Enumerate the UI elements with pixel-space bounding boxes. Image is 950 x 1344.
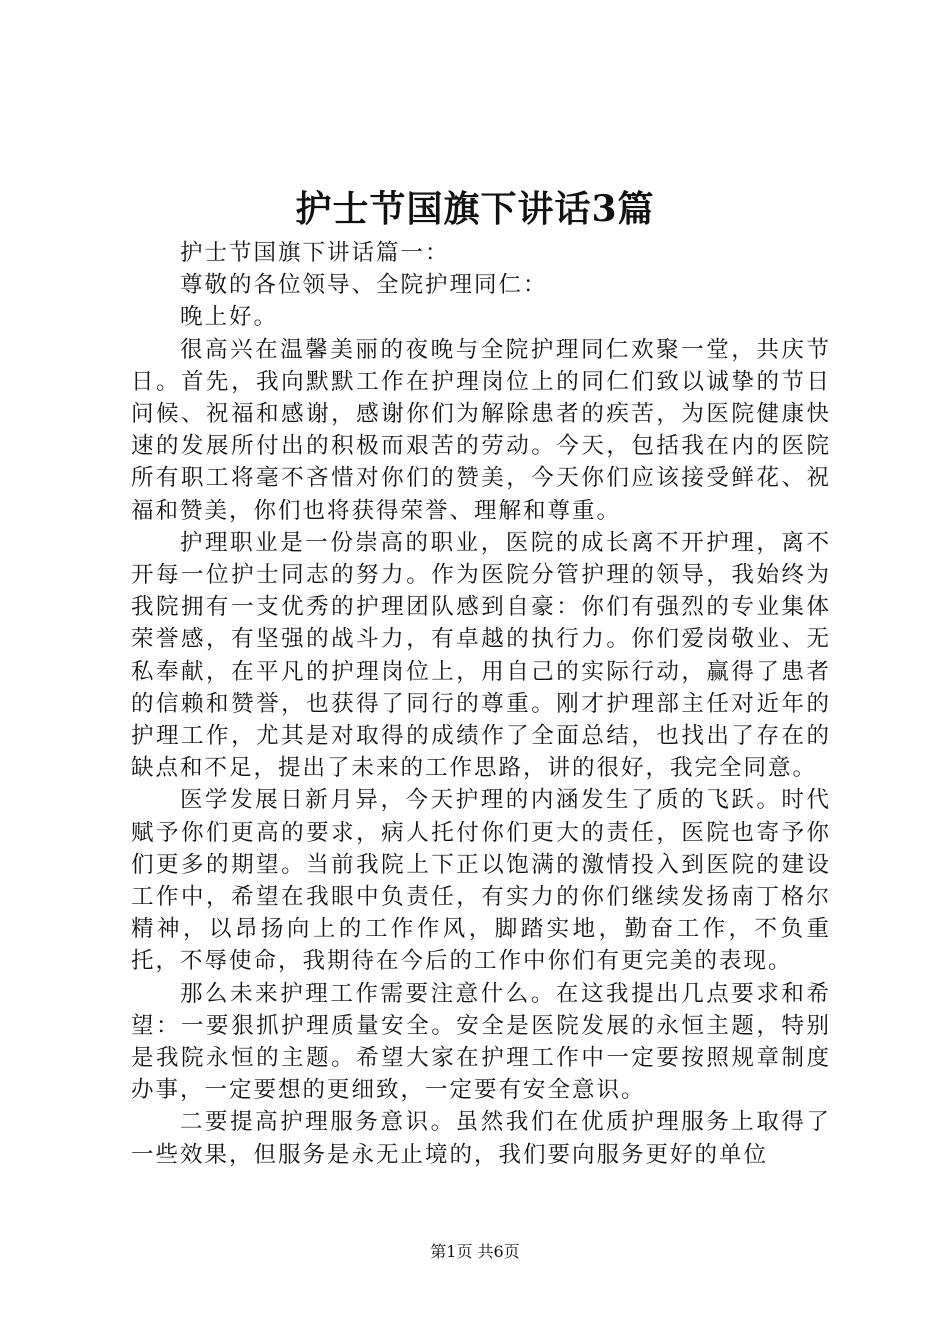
document-body bbox=[131, 237, 831, 1171]
paragraph: 二要提高护理服务意识。虽然我们在优质护理服务上取得了一些效果，但服务是永无止境的，我们要向服务更好的单位 bbox=[131, 1109, 831, 1168]
page-footer: 第1页 共6页 bbox=[430, 1242, 520, 1261]
paragraph-heading: 护士节国旗下讲话篇一： bbox=[180, 240, 450, 266]
paragraph-greeting: 晚上好。 bbox=[180, 304, 279, 331]
paragraph: 很高兴在温馨美丽的夜晚与全院护理同仁欢聚一堂，共庆节日。首先，我向默默工作在护理岗位上的同仁们致以诚挚的节日问候、祝福和感谢，感谢你们为解除患者的疾苦，为医院健康快速的发展所付出的积极而艰苦的劳动。今天，包括我在内的医院所有职工将毫不吝惜对你们的赞美，今天你们应该接受鲜花、祝福和赞美，你们也将获得荣誉、理解和尊重。 bbox=[131, 336, 831, 524]
document-title: 护士节国旗下讲话3篇 bbox=[295, 188, 655, 230]
paragraph-salutation: 尊敬的各位领导、全院护理同仁： bbox=[180, 272, 548, 299]
paragraph: 那么未来护理工作需要注意什么。在这我提出几点要求和希望：一要狠抓护理质量安全。安全是医院发展的永恒主题，特别是我院永恒的主题。希望大家在护理工作中一定要按照规章制度办事，一定要想的更细致，一定要有安全意识。 bbox=[131, 980, 831, 1104]
paragraph: 医学发展日新月异，今天护理的内涵发生了质的飞跃。时代赋予你们更高的要求，病人托付你们更大的责任，医院也寄予你们更多的期望。当前我院上下正以饱满的激情投入到医院的建设工作中，希望在我眼中负责任，有实力的你们继续发扬南丁格尔精神，以昂扬向上的工作作风，脚踏实地，勤奋工作，不负重托，不辱使命，我期待在今后的工作中你们有更完美的表现。 bbox=[131, 787, 831, 975]
paragraph: 护理职业是一份崇高的职业，医院的成长离不开护理，离不开每一位护士同志的努力。作为医院分管护理的领导，我始终为我院拥有一支优秀的护理团队感到自豪：你们有强烈的专业集体荣誉感，有坚强的战斗力，有卓越的执行力。你们爱岗敬业、无私奉献，在平凡的护理岗位上，用自己的实际行动，赢得了患者的信赖和赞誉，也获得了同行的尊重。刚才护理部主任对近年的护理工作，尤其是对取得的成绩作了全面总结，也找出了存在的缺点和不足，提出了未来的工作思路，讲的很好，我完全同意。 bbox=[131, 529, 831, 782]
